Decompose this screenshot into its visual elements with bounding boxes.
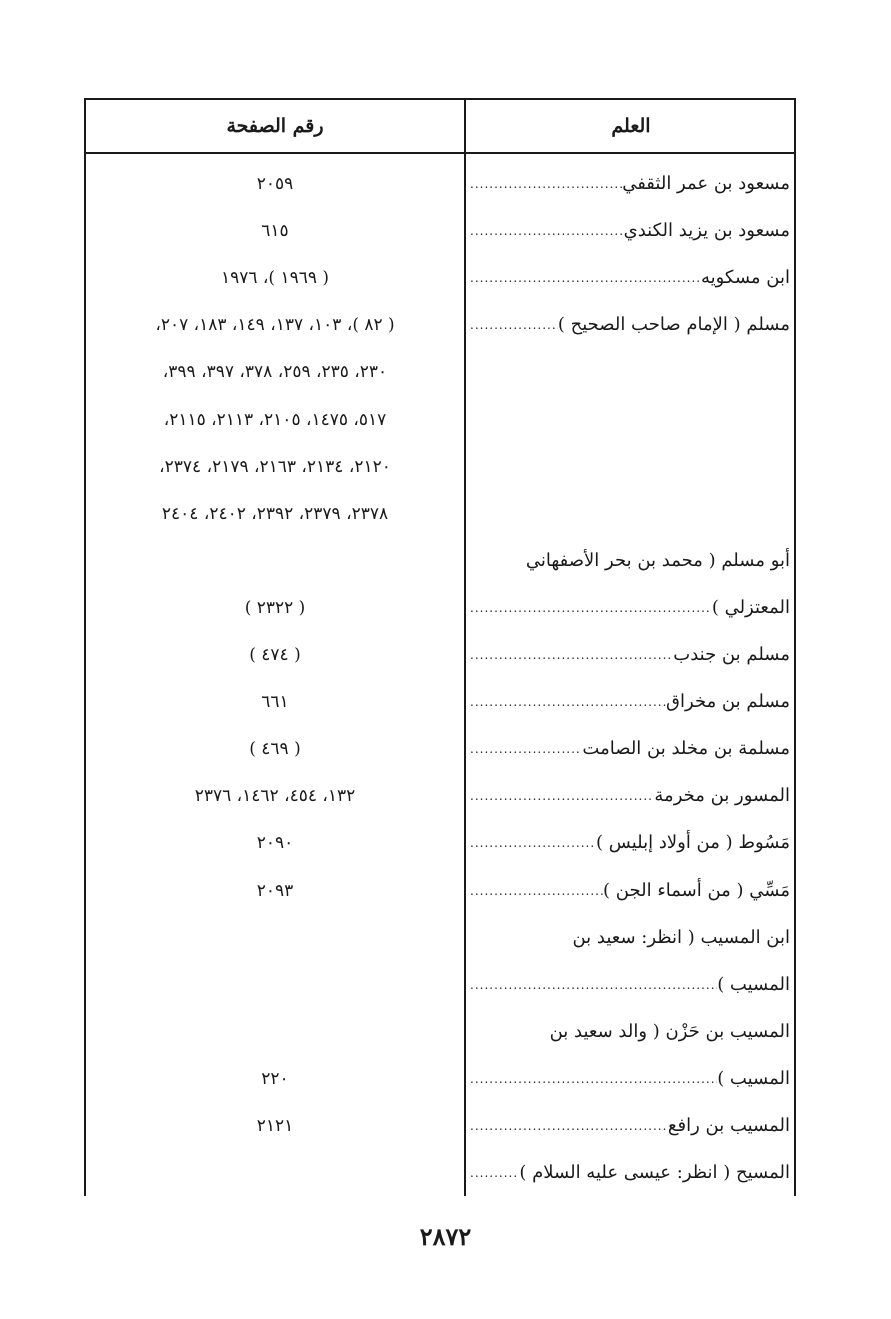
table-row (86, 1009, 794, 1055)
table-row (86, 444, 794, 490)
entry-name (470, 679, 790, 725)
entry-pages (90, 962, 460, 1008)
header-page-number: رقم الصفحة (226, 115, 324, 137)
entry-name (470, 915, 790, 961)
entry-name (470, 208, 790, 254)
entry-pages: ٢١٢١ (256, 1116, 294, 1136)
table-row (86, 491, 794, 537)
entry-name-text: المسيب ) (717, 1067, 790, 1089)
leader-dots (470, 302, 558, 348)
leader-dots (470, 161, 622, 207)
leader-dots (470, 585, 712, 631)
entry-name-text: المسيب ) (717, 973, 790, 995)
entry-name-text: المسيب بن حَزْن ( والد سعيد بن (549, 1020, 790, 1042)
entry-name-text: ابن المسيب ( انظر: سعيد بن (572, 926, 790, 948)
table-row (86, 255, 794, 301)
table-row (86, 349, 794, 395)
entry-name-text: مسلمة بن مخلد بن الصامت (582, 738, 790, 760)
entry-name-text: أبو مسلم ( محمد بن بحر الأصفهاني (525, 549, 790, 571)
table-row (86, 1103, 794, 1149)
entry-name (470, 820, 790, 866)
entry-pages: ( ٤٧٤ ) (249, 645, 301, 665)
page-number: ٢٨٧٢ (419, 1222, 472, 1251)
entry-name (470, 726, 790, 772)
entry-pages: ٢٠٥٩ (256, 174, 294, 194)
table-row (86, 538, 794, 584)
entry-name-text: المعتزلي ) (711, 596, 790, 618)
entry-name (470, 161, 790, 207)
entry-name (470, 491, 790, 537)
entry-name (470, 349, 790, 395)
entry-name-text: مسلم ( الإمام صاحب الصحيح ) (557, 314, 790, 336)
entry-pages: ٢١٢٠، ٢١٣٤، ٢١٦٣، ٢١٧٩، ٢٣٧٤، (159, 456, 391, 477)
table-row (86, 773, 794, 819)
entry-name-text: مسلم بن جندب (673, 644, 790, 665)
entry-pages: ( ٨٢ )، ١٠٣، ١٣٧، ١٤٩، ١٨٣، ٢٠٧، (155, 315, 395, 336)
entry-name (470, 585, 790, 631)
entry-pages: ( ٢٣٢٢ ) (244, 597, 306, 618)
leader-dots (470, 868, 603, 914)
entry-pages: ٦٦١ (261, 692, 289, 713)
table-row (86, 1056, 794, 1102)
entry-pages (90, 538, 460, 584)
entry-pages: ( ١٩٦٩ )، ١٩٧٦ (220, 268, 330, 289)
entry-name (470, 1150, 790, 1196)
leader-dots (470, 820, 596, 866)
entry-pages: ١٣٢، ٤٥٤، ١٤٦٢، ٢٣٧٦ (194, 786, 356, 807)
header-divider (86, 152, 794, 154)
entry-pages (90, 1009, 460, 1055)
table-row (86, 868, 794, 914)
entry-pages: ( ٤٦٩ ) (249, 739, 301, 760)
entry-name-text: المسور بن مخرمة (654, 785, 790, 807)
table-row (86, 302, 794, 348)
leader-dots (470, 632, 673, 678)
entry-pages: ٢٠٩٠ (256, 833, 294, 854)
leader-dots (470, 726, 582, 772)
entry-name-text: مَسِّي ( من أسماء الجن ) (603, 879, 790, 901)
table-row (86, 820, 794, 866)
entry-pages: ٢٣٧٨، ٢٣٧٩، ٢٣٩٢، ٢٤٠٢، ٢٤٠٤ (161, 503, 389, 524)
entry-name (470, 773, 790, 819)
entry-pages (90, 915, 460, 961)
entry-name (470, 962, 790, 1008)
leader-dots (470, 773, 654, 819)
entry-name (470, 1103, 790, 1149)
header-name: العلم (611, 115, 651, 137)
entry-name-text: المسيب بن رافع (667, 1115, 790, 1136)
entry-name (470, 302, 790, 348)
index-table (84, 98, 796, 1196)
entry-name-text: مسلم بن مخراق (666, 691, 790, 713)
table-row (86, 679, 794, 725)
entry-pages: ٥١٧، ١٤٧٥، ٢١٠٥، ٢١١٣، ٢١١٥، (163, 409, 387, 430)
entry-name (470, 255, 790, 301)
table-row (86, 208, 794, 254)
entry-name-text: المسيح ( انظر: عيسى عليه السلام ) (519, 1162, 790, 1184)
table-row (86, 915, 794, 961)
entry-name (470, 538, 790, 584)
entry-name-text: مَسُوط ( من أولاد إبليس ) (596, 832, 790, 854)
entry-name (470, 868, 790, 914)
entry-name (470, 1009, 790, 1055)
entry-name (470, 1056, 790, 1102)
leader-dots (470, 679, 666, 725)
leader-dots (470, 1150, 519, 1196)
entry-name (470, 632, 790, 678)
entry-name-text: مسعود بن عمر الثقفي (622, 173, 790, 194)
leader-dots (470, 208, 624, 254)
entry-pages: ٢٢٠ (261, 1068, 289, 1089)
leader-dots (470, 962, 717, 1008)
table-row (86, 726, 794, 772)
leader-dots (470, 255, 701, 301)
entry-pages: ٢٠٩٣ (256, 880, 294, 901)
table-row (86, 397, 794, 443)
entry-pages: ٦١٥ (261, 221, 289, 242)
table-row (86, 161, 794, 207)
table-row (86, 962, 794, 1008)
leader-dots (470, 1103, 668, 1149)
entry-name-text: ابن مسكويه (700, 267, 790, 289)
entry-pages: ٢٣٠، ٢٣٥، ٢٥٩، ٣٧٨، ٣٩٧، ٣٩٩، (162, 362, 388, 383)
entry-name (470, 444, 790, 490)
entry-pages (90, 1150, 460, 1196)
table-row (86, 1150, 794, 1196)
entry-name-text: مسعود بن يزيد الكندي (623, 220, 790, 242)
table-row (86, 632, 794, 678)
leader-dots (470, 1056, 717, 1102)
entry-name (470, 397, 790, 443)
table-row (86, 585, 794, 631)
